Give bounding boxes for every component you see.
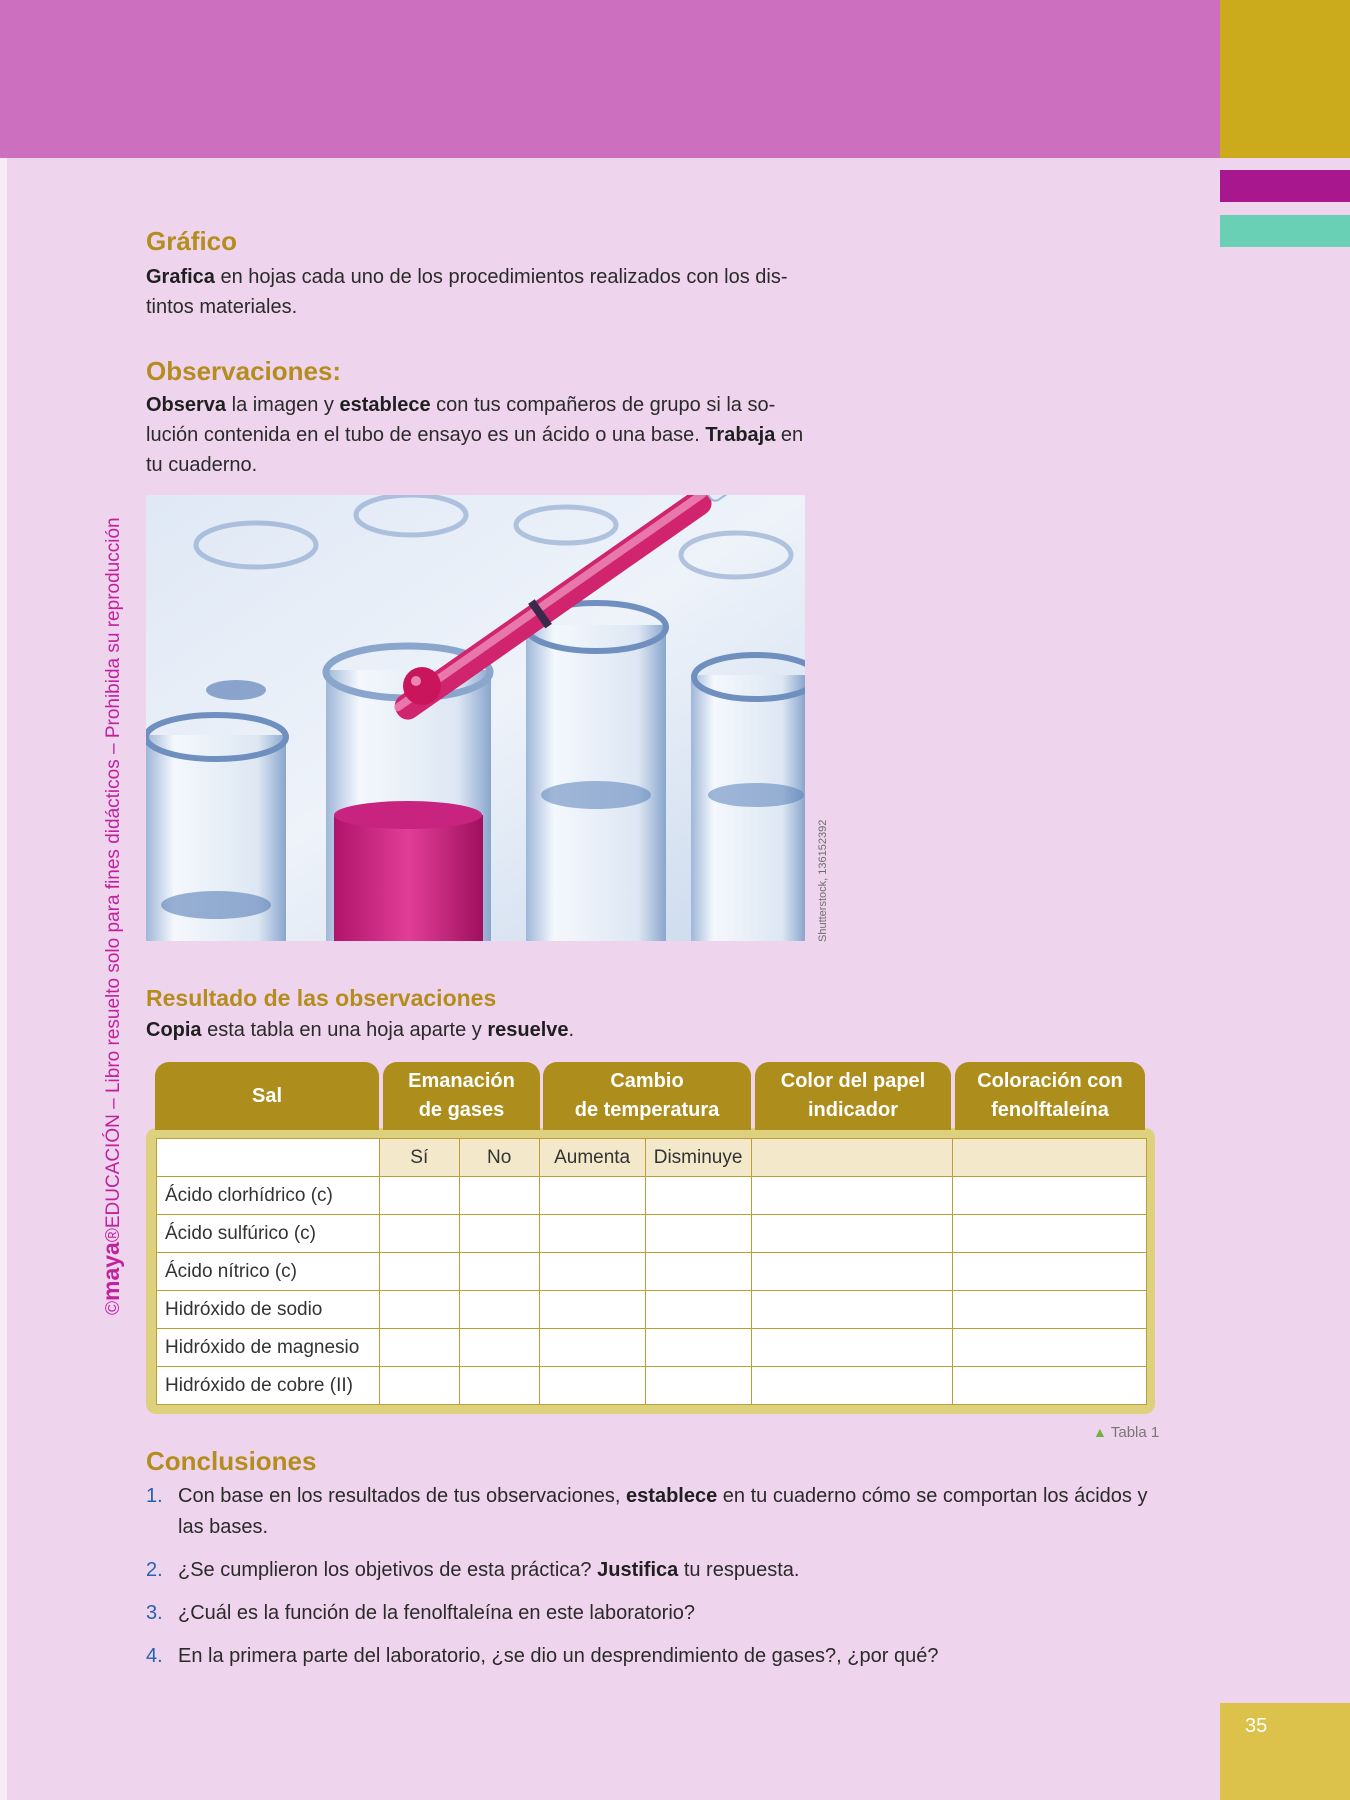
subheader-disminuye: Disminuye <box>645 1139 751 1177</box>
copyright-side-note <box>98 475 125 1315</box>
table-cell <box>751 1253 953 1291</box>
list-item <box>146 1641 1161 1672</box>
table-cell <box>953 1139 1147 1177</box>
table-cell <box>379 1367 459 1405</box>
table-row <box>157 1215 1147 1253</box>
table-row <box>157 1177 1147 1215</box>
page-number: 35 <box>1245 1715 1268 1737</box>
resuelve-bold: resuelve <box>487 1019 569 1041</box>
table-row <box>157 1253 1147 1291</box>
observaciones-paragraph <box>146 390 806 480</box>
table-cell <box>539 1215 645 1253</box>
table-cell <box>645 1215 751 1253</box>
table-cell <box>459 1177 539 1215</box>
header-emanacion-line1: Emanación <box>408 1070 515 1092</box>
header-cambio-line1: Cambio <box>610 1070 684 1092</box>
header-coloracion-line1: Coloración con <box>977 1070 1123 1092</box>
table-cell <box>953 1215 1147 1253</box>
copyright-symbol: © <box>103 1301 124 1315</box>
table-cell <box>751 1139 953 1177</box>
table-cell <box>751 1329 953 1367</box>
item-text <box>178 1641 938 1672</box>
table-cell <box>645 1253 751 1291</box>
row-label: Hidróxido de cobre (II) <box>157 1367 380 1405</box>
table-cell <box>953 1177 1147 1215</box>
grafico-title: Gráfico <box>146 226 238 256</box>
item-number: 3. <box>146 1602 163 1624</box>
row-label: Ácido sulfúrico (c) <box>157 1215 380 1253</box>
observa-bold: Observa <box>146 394 227 416</box>
table-cell <box>459 1253 539 1291</box>
photo-credit: Shutterstock, 136152392 <box>817 819 829 942</box>
header-color-papel <box>755 1062 951 1130</box>
header-emanacion-line2: de gases <box>418 1099 505 1121</box>
table-cell <box>459 1367 539 1405</box>
item-text-a: En la primera parte del laboratorio, ¿se dio un desprendimiento de gases?, ¿por qué? <box>178 1645 939 1667</box>
table-cell <box>751 1177 953 1215</box>
observaciones-text-2: con tus compañeros de grupo si la so-lución contenida en el tubo de ensayo es un ácido o una base. <box>146 394 776 446</box>
corner-accent <box>1220 0 1350 158</box>
header-sal <box>155 1062 379 1130</box>
item-text-bold: Justifica <box>597 1559 679 1581</box>
row-label: Ácido nítrico (c) <box>157 1253 380 1291</box>
section-tab-magenta <box>1220 170 1350 202</box>
table-cell <box>539 1329 645 1367</box>
table-cell <box>953 1329 1147 1367</box>
table-cell <box>645 1177 751 1215</box>
page-edge <box>0 158 7 1800</box>
copyright-text: EDUCACIÓN – Libro resuelto solo para fines didácticos – Prohibida su reproducción <box>103 517 124 1229</box>
table-cell <box>157 1139 380 1177</box>
table-caption <box>1093 1424 1159 1441</box>
results-table <box>156 1138 1147 1405</box>
grafico-paragraph <box>146 262 806 322</box>
table-cell <box>953 1367 1147 1405</box>
copia-bold: Copia <box>146 1019 202 1041</box>
item-number: 1. <box>146 1485 163 1507</box>
table-cell <box>953 1253 1147 1291</box>
table-cell <box>539 1291 645 1329</box>
item-text-a: ¿Cuál es la función de la fenolftaleína en este laboratorio? <box>178 1602 696 1624</box>
resultado-title: Resultado de las observaciones <box>146 985 497 1011</box>
observaciones-text-1: la imagen y <box>226 394 340 416</box>
brand-logo-text: maya <box>98 1242 124 1301</box>
table-cell <box>459 1329 539 1367</box>
header-color-line2: indicador <box>807 1099 898 1121</box>
row-label: Hidróxido de magnesio <box>157 1329 380 1367</box>
page-number-box <box>1220 1703 1350 1800</box>
table-cell <box>379 1253 459 1291</box>
header-emanacion <box>383 1062 540 1130</box>
table-cell <box>539 1253 645 1291</box>
header-cambio-line2: de temperatura <box>574 1099 720 1121</box>
item-number: 4. <box>146 1645 163 1667</box>
establece-bold: establece <box>339 394 431 416</box>
item-text-c: en tu cuaderno cómo se comportan los ácidos y las bases. <box>178 1485 1148 1538</box>
resultado-text-1: esta tabla en una hoja aparte y <box>201 1019 488 1041</box>
resultado-paragraph <box>146 1015 806 1045</box>
table-cell <box>751 1215 953 1253</box>
list-item <box>146 1598 1161 1629</box>
header-sal-label: Sal <box>251 1084 283 1107</box>
item-text-c: tu respuesta. <box>678 1559 800 1581</box>
grafico-bold: Grafica <box>146 266 215 288</box>
row-label: Ácido clorhídrico (c) <box>157 1177 380 1215</box>
item-text <box>178 1555 799 1586</box>
header-cambio <box>543 1062 751 1130</box>
table-cell <box>379 1291 459 1329</box>
table-cell <box>539 1367 645 1405</box>
list-item <box>146 1481 1161 1543</box>
table-caption-text: Tabla 1 <box>1110 1424 1160 1441</box>
table-cell <box>751 1367 953 1405</box>
subheader-si: Sí <box>379 1139 459 1177</box>
observaciones-text-3: en tu cuaderno. <box>146 424 804 476</box>
item-text <box>178 1481 1161 1543</box>
table-cell <box>751 1291 953 1329</box>
subheader-aumenta: Aumenta <box>539 1139 645 1177</box>
triangle-icon: ▲ <box>1093 1424 1107 1440</box>
table-cell <box>645 1329 751 1367</box>
table-row <box>157 1329 1147 1367</box>
header-band <box>0 0 1220 158</box>
item-text-a: ¿Se cumplieron los objetivos de esta práctica? <box>178 1559 598 1581</box>
header-coloracion-line2: fenolftaleína <box>991 1099 1109 1121</box>
conclusiones-list <box>146 1481 1161 1684</box>
header-color-line1: Color del papel <box>780 1070 926 1092</box>
conclusiones-title: Conclusiones <box>146 1446 317 1476</box>
table-row <box>157 1291 1147 1329</box>
trabaja-bold: Trabaja <box>705 424 776 446</box>
table-cell <box>459 1215 539 1253</box>
resultado-text-2: . <box>568 1019 575 1041</box>
table-cell <box>953 1291 1147 1329</box>
item-number: 2. <box>146 1559 163 1581</box>
table-cell <box>379 1177 459 1215</box>
table-cell <box>645 1367 751 1405</box>
item-text-bold: establece <box>626 1485 718 1507</box>
item-text-a: Con base en los resultados de tus observaciones, <box>178 1485 627 1507</box>
table-cell <box>645 1291 751 1329</box>
table-cell <box>459 1291 539 1329</box>
test-tubes-photo <box>146 495 805 941</box>
registered-symbol: ® <box>103 1228 124 1243</box>
table-subheader-row <box>157 1139 1147 1177</box>
grafico-text: en hojas cada uno de los procedimientos realizados con los dis-tintos materiales. <box>146 266 788 318</box>
table-row <box>157 1367 1147 1405</box>
section-tab-teal <box>1220 215 1350 247</box>
table-cell <box>379 1329 459 1367</box>
list-item <box>146 1555 1161 1586</box>
table-cell <box>379 1215 459 1253</box>
observaciones-title: Observaciones: <box>146 356 342 386</box>
row-label: Hidróxido de sodio <box>157 1291 380 1329</box>
item-text <box>178 1598 695 1629</box>
header-coloracion <box>955 1062 1145 1130</box>
subheader-no: No <box>459 1139 539 1177</box>
table-cell <box>539 1177 645 1215</box>
